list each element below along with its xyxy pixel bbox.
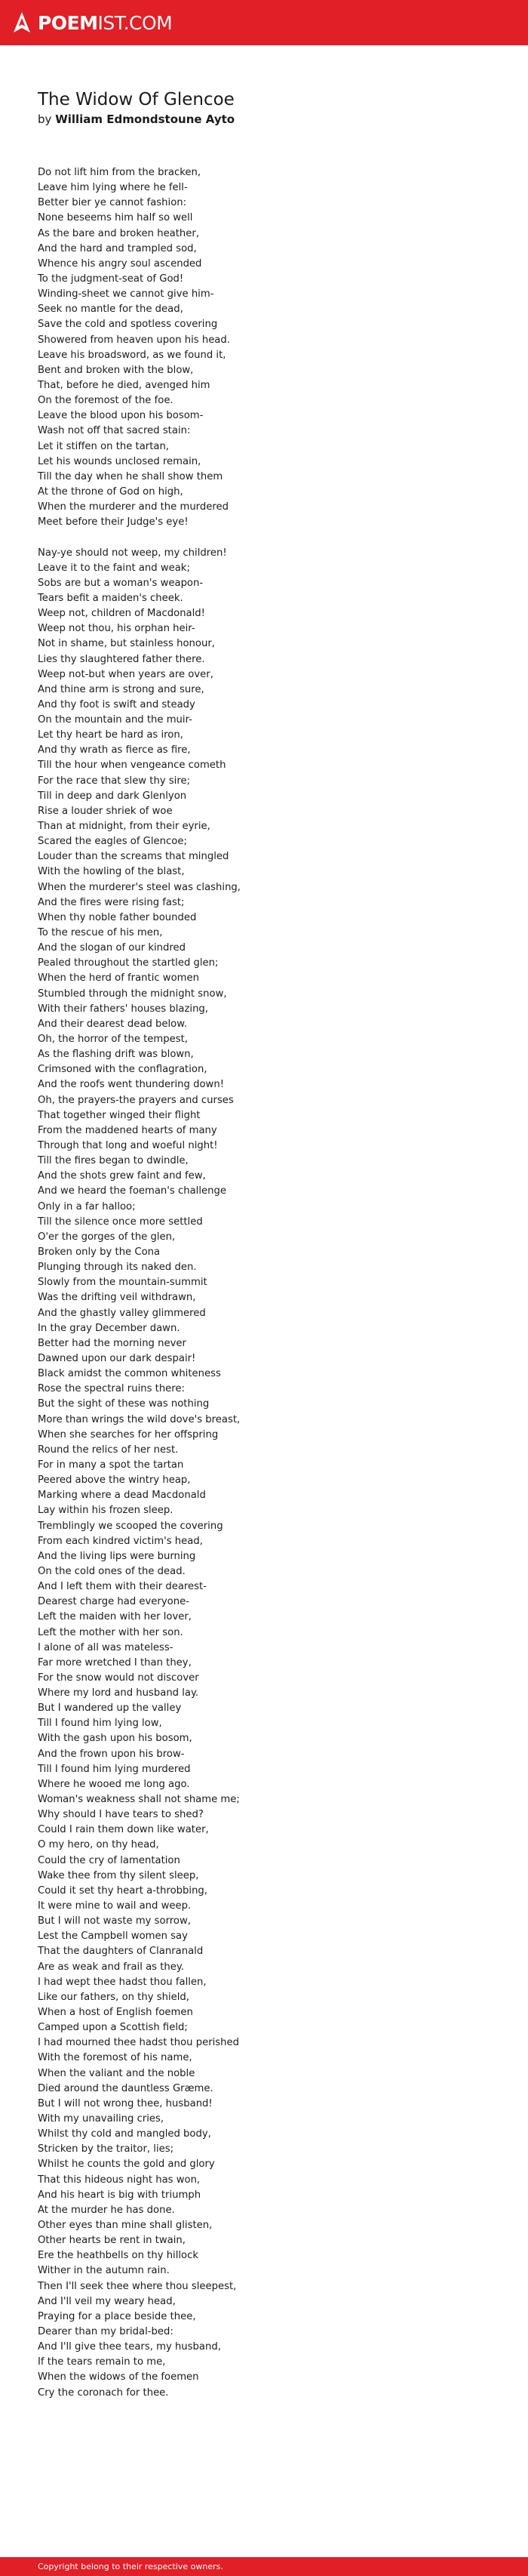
site-logo-text	[38, 12, 172, 34]
poem-line: But I will not waste my sorrow,	[38, 1915, 191, 1927]
poem-line: And the slogan of our kindred	[38, 942, 186, 954]
poem-line: And the shots grew faint and few,	[38, 1170, 206, 1182]
poem-line: Stumbled through the midnight snow,	[38, 988, 227, 1000]
poem-line: Let his wounds unclosed remain,	[38, 455, 201, 467]
poem-line: Crimsoned with the conflagration,	[38, 1064, 207, 1076]
poem-line: For in many a spot the tartan	[38, 1459, 184, 1471]
poem-line: Not in shame, but stainless honour,	[38, 638, 215, 650]
poem-line: And I'll give thee tears, my husband,	[38, 2341, 221, 2353]
poem-line: For the snow would not discover	[38, 1672, 199, 1684]
poem-line: And thy foot is swift and steady	[38, 698, 195, 710]
poem-line: Weep not thou, his orphan heir-	[38, 623, 195, 635]
poem-line: Better had the morning never	[38, 1337, 186, 1349]
poem-line: Till in deep and dark Glenlyon	[38, 790, 187, 802]
poem-line: At the murder he has done.	[38, 2204, 175, 2216]
poem-stanza	[38, 165, 490, 530]
poem-line: Dearest charge had everyone-	[38, 1596, 189, 1608]
poem-line: Why should I have tears to shed?	[38, 1809, 204, 1821]
poem-line: Till the day when he shall show them	[38, 470, 223, 482]
poem-line: From each kindred victim's head,	[38, 1535, 203, 1547]
poem-line: Was the drifting veil withdrawn,	[38, 1292, 196, 1304]
poem-line: Seek no mantle for the dead,	[38, 304, 183, 316]
poem-line: Leave him lying where he fell-	[38, 182, 188, 194]
poem-line: That together winged their flight	[38, 1109, 201, 1121]
poem-line: Left the mother with her son.	[38, 1626, 183, 1638]
poem-line: Whilst thy cold and mangled body,	[38, 2128, 211, 2140]
poem-line: At the throne of God on high,	[38, 485, 183, 498]
poem-line: On the mountain and the muir-	[38, 714, 192, 726]
poem-line: Than at midnight, from their eyrie,	[38, 821, 210, 833]
poem-line: And his heart is big with triumph	[38, 2189, 201, 2201]
poem-line: On the cold ones of the dead.	[38, 1565, 186, 1577]
poem-line: It were mine to wail and weep.	[38, 1900, 192, 1912]
poem-line: As the bare and broken heather,	[38, 227, 200, 239]
poem-line: When she searches for her offspring	[38, 1428, 219, 1441]
poem-line: As the flashing drift was blown,	[38, 1049, 194, 1061]
poem-line: Nay-ye should not weep, my children!	[38, 547, 227, 559]
author-link[interactable]: William Edmondstoune Ayto	[55, 112, 235, 126]
poem-line: Do not lift him from the bracken,	[38, 167, 201, 178]
poem-line: Till I found him lying low,	[38, 1718, 162, 1730]
poem-line: Stricken by the traitor, lies;	[38, 2143, 174, 2155]
poem-line: Are as weak and frail as they.	[38, 1961, 184, 1973]
site-footer	[0, 2557, 528, 2576]
poem-line: Lies thy slaughtered father there.	[38, 653, 205, 665]
poem-line: Dawned upon our dark despair!	[38, 1352, 196, 1364]
poem-line: With the gash upon his bosom,	[38, 1733, 192, 1745]
site-logo-link[interactable]	[12, 8, 172, 38]
poem-line: On the foremost of the foe.	[38, 395, 173, 407]
poem-line: Dearer than my bridal-bed:	[38, 2325, 173, 2337]
poem-line: When the murderer's steel was clashing,	[38, 881, 241, 893]
poem-line: Wash not off that sacred stain:	[38, 425, 191, 437]
poem-line: I had wept thee hadst thou fallen,	[38, 1976, 207, 1988]
poem-line: When the murderer and the murdered	[38, 501, 229, 513]
poem-line: Pealed throughout the startled glen;	[38, 957, 219, 969]
poem-byline	[38, 112, 235, 127]
site-header	[0, 0, 528, 45]
poem-line: When the valiant and the noble	[38, 2067, 195, 2079]
poem-line: Lest the Campbell women say	[38, 1930, 188, 1943]
poem-line: Meet before their Judge's eye!	[38, 516, 189, 528]
poem-line: Lay within his frozen sleep.	[38, 1505, 173, 1517]
poem-line: But I will not wrong thee, husband!	[38, 2097, 213, 2109]
poem-line: When the widows of the foemen	[38, 2371, 199, 2383]
poem-line: With their fathers' houses blazing,	[38, 1003, 208, 1015]
poem-line: Weep not-but when years are over,	[38, 668, 213, 680]
poem-line: Let it stiffen on the tartan,	[38, 440, 170, 452]
poem-line: From the maddened hearts of many	[38, 1124, 217, 1136]
logo-text-light: IST.COM	[97, 11, 173, 34]
poem-line: And I'll veil my weary head,	[38, 2295, 176, 2307]
poem-line: And thine arm is strong and sure,	[38, 683, 204, 695]
poem-line: Could the cry of lamentation	[38, 1854, 180, 1866]
poem-line: That, before he died, avenged him	[38, 379, 210, 391]
poem-line: And the hard and trampled sod,	[38, 242, 197, 254]
poem-line: With the howling of the blast,	[38, 866, 185, 878]
poem-line: Wake thee from thy silent sleep,	[38, 1869, 199, 1881]
poem-line: None beseems him half so well	[38, 212, 193, 224]
poem-line: That this hideous night has won,	[38, 2174, 201, 2186]
poem-line: Save the cold and spotless covering	[38, 319, 218, 331]
poem-title: The Widow Of Glencoe	[38, 90, 235, 109]
poem-line: Till the fires began to dwindle,	[38, 1155, 189, 1167]
poem-line: Marking where a dead Macdonald	[38, 1490, 206, 1502]
poem-line: Like our fathers, on thy shield,	[38, 1991, 189, 2003]
pen-nib-icon	[12, 11, 32, 34]
poem-line: But I wandered up the valley	[38, 1702, 182, 1715]
poem-line: In the gray December dawn.	[38, 1322, 180, 1334]
poem-line: Tremblingly we scooped the covering	[38, 1520, 223, 1532]
poem-line: Showered from heaven upon his head.	[38, 334, 230, 346]
poem-line: Other hearts be rent in twain,	[38, 2235, 186, 2247]
poem-line: Scared the eagles of Glencoe;	[38, 836, 187, 848]
poem-line: Oh, the prayers-the prayers and curses	[38, 1094, 234, 1106]
poem-line: Better bier ye cannot fashion:	[38, 197, 187, 209]
poem-line: Leave his broadsword, as we found it,	[38, 349, 226, 361]
byline-prefix: by	[38, 112, 52, 126]
poem-line: Weep not, children of Macdonald!	[38, 608, 205, 620]
poem-line: I alone of all was mateless-	[38, 1641, 173, 1653]
poem-line: Wither in the autumn rain.	[38, 2265, 170, 2277]
poem-line: When a host of English foemen	[38, 2007, 193, 2019]
poem-line: And the roofs went thundering down!	[38, 1079, 224, 1091]
poem-line: Till the hour when vengeance cometh	[38, 760, 226, 772]
poem-line: I had mourned thee hadst thou perished	[38, 2037, 240, 2049]
poem-line: And their dearest dead below.	[38, 1018, 188, 1030]
poem-line: Died around the dauntless Græme.	[38, 2082, 213, 2094]
poem-line: Leave the blood upon his bosom-	[38, 410, 204, 422]
poem-line: Rose the spectral ruins there:	[38, 1383, 185, 1395]
poem-line: Oh, the horror of the tempest,	[38, 1034, 188, 1046]
poem-line: O my hero, on thy head,	[38, 1839, 159, 1851]
poem-line: That the daughters of Clanranald	[38, 1946, 204, 1958]
poem-line: Slowly from the mountain-summit	[38, 1277, 207, 1289]
poem-line: Black amidst the common whiteness	[38, 1368, 221, 1380]
poem-body	[38, 165, 490, 2401]
poem-line: O'er the gorges of the glen,	[38, 1231, 176, 1243]
poem-line: Could I rain them down like water,	[38, 1824, 209, 1836]
poem-line: Camped upon a Scottish field;	[38, 2022, 188, 2034]
poem-line: Other eyes than mine shall glisten,	[38, 2219, 213, 2231]
poem-line: If the tears remain to me,	[38, 2356, 166, 2368]
poem-line: And we heard the foeman's challenge	[38, 1185, 226, 1197]
poem-line: When the herd of frantic women	[38, 972, 199, 984]
poem-line: And thy wrath as fierce as fire,	[38, 744, 191, 756]
poem-line: Through that long and woeful night!	[38, 1140, 218, 1151]
poem-line: Could it set thy heart a-throbbing,	[38, 1884, 207, 1897]
poem-line: Left the maiden with her lover,	[38, 1611, 192, 1623]
poem-line: But the sight of these was nothing	[38, 1398, 210, 1410]
poem-line: And the fires were rising fast;	[38, 896, 185, 908]
poem-line: Sobs are but a woman's weapon-	[38, 577, 204, 589]
poem-line: Let thy heart be hard as iron,	[38, 729, 183, 741]
poem-line: And I left them with their dearest-	[38, 1581, 207, 1593]
poem-line: To the rescue of his men,	[38, 927, 163, 939]
poem-line: Louder than the screams that mingled	[38, 851, 229, 863]
poem-line: And the frown upon his brow-	[38, 1748, 185, 1760]
poem-line: Round the relics of her nest.	[38, 1444, 179, 1456]
poem-line: Winding-sheet we cannot give him-	[38, 288, 214, 300]
poem-line: With the foremost of his name,	[38, 2052, 192, 2064]
poem-line: More than wrings the wild dove's breast,	[38, 1413, 241, 1425]
poem-line: Whence his angry soul ascended	[38, 257, 202, 270]
logo-text-bold: POEM	[38, 11, 98, 34]
poem-line: Rise a louder shriek of woe	[38, 805, 173, 817]
poem-line: Far more wretched I than they,	[38, 1656, 192, 1669]
poem-line: Woman's weakness shall not shame me;	[38, 1794, 240, 1806]
poem-line: And the ghastly valley glimmered	[38, 1307, 206, 1319]
poem-line: Cry the coronach for thee.	[38, 2386, 169, 2399]
poem-line: Till I found him lying murdered	[38, 1763, 191, 1775]
poem-line: With my unavailing cries,	[38, 2113, 164, 2125]
poem-line: Broken only by the Cona	[38, 1246, 161, 1258]
poem-line: And the living lips were burning	[38, 1550, 196, 1562]
poem-line: Leave it to the faint and weak;	[38, 562, 190, 574]
poem-line: Then I'll seek thee where thou sleepest,	[38, 2280, 237, 2292]
poem-line: Plunging through its naked den.	[38, 1262, 197, 1274]
poem-line: For the race that slew thy sire;	[38, 775, 191, 787]
footer-copyright: Copyright belong to their respective owners.	[38, 2562, 223, 2571]
poem-line: When thy noble father bounded	[38, 911, 197, 923]
poem-line: Ere the heathbells on thy hillock	[38, 2250, 199, 2262]
poem-stanza	[38, 546, 490, 2401]
poem-line: Praying for a place beside thee,	[38, 2310, 196, 2322]
poem-line: To the judgment-seat of God!	[38, 273, 184, 285]
poem-line: Tears befit a maiden's cheek.	[38, 592, 183, 604]
poem-line: Peered above the wintry heap,	[38, 1474, 191, 1487]
poem-line: Where he wooed me long ago.	[38, 1778, 190, 1790]
poem-line: Bent and broken with the blow,	[38, 364, 194, 376]
poem-line: Only in a far halloo;	[38, 1200, 136, 1213]
poem-line: Whilst he counts the gold and glory	[38, 2158, 215, 2171]
poem-line: Where my lord and husband lay.	[38, 1687, 199, 1699]
poem-line: Till the silence once more settled	[38, 1216, 203, 1228]
